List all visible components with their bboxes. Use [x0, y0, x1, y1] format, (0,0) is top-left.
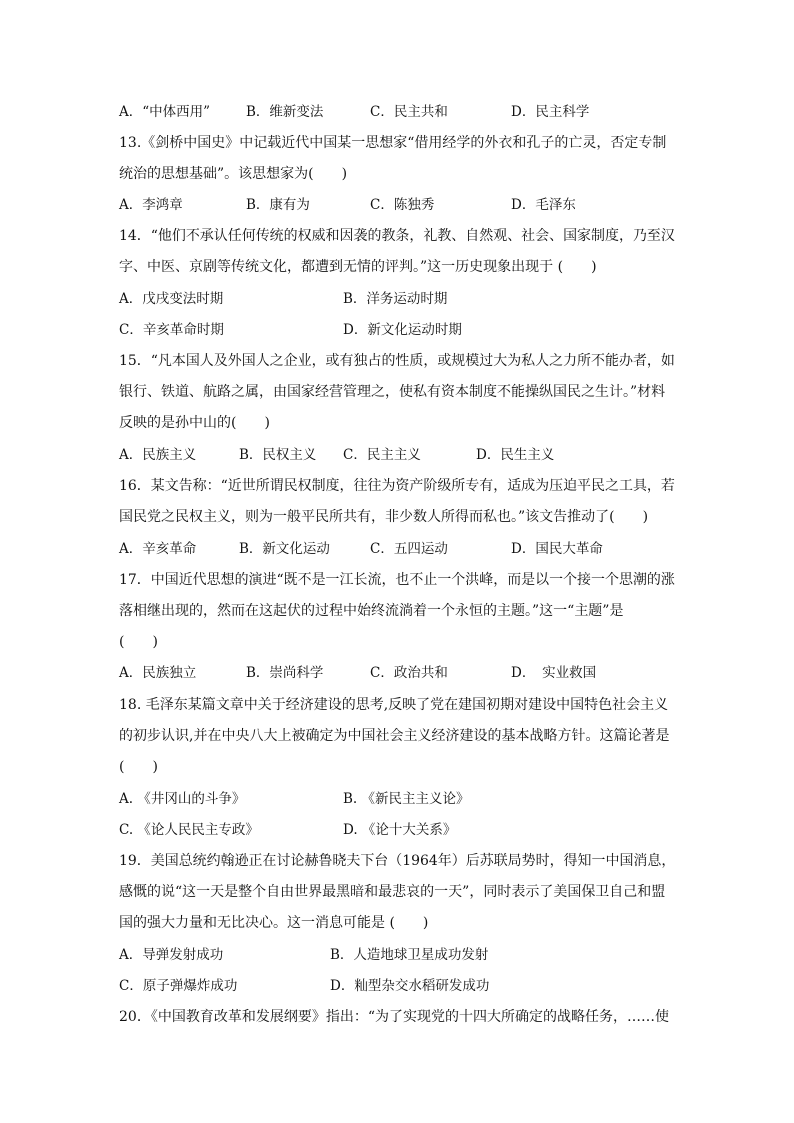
q14-option-d: D．新文化运动时期: [343, 322, 462, 338]
q16-option-b: B．新文化运动: [239, 541, 330, 557]
q18-stem-line-2: 的初步认识,并在中央八大上被确定为中国社会主义经济建设的基本战略方针。这篇论著是: [119, 728, 670, 744]
q17-option-d: D． 实业救国: [511, 665, 597, 681]
q15-stem-line-3: 反映的是孙中山的( ): [119, 415, 270, 431]
q17-option-a: A．民族独立: [119, 665, 197, 681]
q12-option-a: A．“中体西用”: [119, 104, 211, 120]
q19-option-c: C．原子弹爆炸成功: [119, 978, 238, 994]
q17-option-b: B．崇尚科学: [246, 665, 324, 681]
q18-stem-line-1: 18. 毛泽东某篇文章中关于经济建设的思考,反映了党在建国初期对建设中国特色社会主义: [119, 697, 669, 713]
q20-stem-line-1: 20．《中国教育改革和发展纲要》指出：“为了实现党的十四大所确定的战略任务，……使: [119, 1009, 669, 1025]
q18-option-d: D. 《论十大关系》: [343, 822, 457, 838]
q19-option-b: B．人造地球卫星成功发射: [330, 947, 489, 963]
q18-option-a: A. 《井冈山的斗争》: [119, 791, 246, 807]
q19-stem-line-3: 国的强大力量和无比决心。这一消息可能是 ( ): [119, 915, 429, 931]
q18-option-c: C. 《论人民民主专政》: [119, 822, 259, 838]
q13-option-b: B．康有为: [246, 197, 310, 213]
q14-stem-line-2: 字、中医、京剧等传统文化，都遭到无情的评判。”这一历史现象出现于 ( ): [119, 259, 597, 275]
q14-option-b: B．洋务运动时期: [343, 291, 448, 307]
q13-stem-line-1: 13.《剑桥中国史》中记载近代中国某一思想家“借用经学的外衣和孔子的亡灵，否定专制: [119, 135, 667, 151]
q14-option-a: A．戊戌变法时期: [119, 291, 224, 307]
q18-stem-line-3: ( ): [119, 759, 158, 775]
q15-option-a: A．民族主义: [119, 447, 197, 463]
q13-stem-line-2: 统治的思想基础”。该思想家为( ): [119, 166, 348, 182]
q14-stem-line-1: 14．“他们不承认任何传统的权威和因袭的教条，礼教、自然观、社会、国家制度，乃至汉: [119, 228, 675, 244]
q15-stem-line-2: 银行、铁道、航路之属，由国家经营管理之，使私有资本制度不能操纵国民之生计。”材料: [119, 384, 666, 400]
q16-stem-line-2: 国民党之民权主义，则为一般平民所共有，非少数人所得而私也。”该文告推动了( ): [119, 509, 649, 525]
q12-option-d: D．民主科学: [511, 104, 590, 120]
q15-stem-line-1: 15．“凡本国人及外国人之企业，或有独占的性质，或规模过大为私人之力所不能办者，如: [119, 353, 675, 369]
q13-option-d: D．毛泽东: [511, 197, 576, 213]
q14-option-c: C．辛亥革命时期: [119, 322, 224, 338]
q15-option-d: D．民生主义: [476, 447, 555, 463]
q16-stem-line-1: 16．某文告称：“近世所谓民权制度，往往为资产阶级所专有，适成为压迫平民之工具，若: [119, 478, 675, 494]
q17-option-c: C．政治共和: [370, 665, 448, 681]
q12-option-b: B．维新变法: [246, 104, 324, 120]
q19-stem-line-2: 感慨的说“这一天是整个自由世界最黑暗和最悲哀的一天”，同时表示了美国保卫自己和盟: [119, 884, 666, 900]
q16-option-d: D．国民大革命: [511, 541, 603, 557]
q15-option-c: C．民主主义: [343, 447, 421, 463]
q17-stem-line-2: 落相继出现的，然而在这起伏的过程中始终流淌着一个永恒的主题。”这一“主题”是: [119, 603, 624, 619]
q13-option-a: A．李鸿章: [119, 197, 183, 213]
q13-option-c: C．陈独秀: [370, 197, 435, 213]
q17-stem-line-1: 17．中国近代思想的演进“既不是一江长流，也不止一个洪峰，而是以一个接一个思潮的涨: [119, 572, 675, 588]
q19-option-a: A．导弹发射成功: [119, 947, 224, 963]
q17-stem-line-3: ( ): [119, 634, 158, 650]
q12-option-c: C．民主共和: [370, 104, 448, 120]
q19-option-d: D．籼型杂交水稻研发成功: [330, 978, 490, 994]
q19-stem-line-1: 19．美国总统约翰逊正在讨论赫鲁晓夫下台（1964年）后苏联局势时，得知一中国消息，: [119, 853, 676, 869]
q18-option-b: B. 《新民主主义论》: [343, 791, 470, 807]
q16-option-a: A．辛亥革命: [119, 541, 197, 557]
q16-option-c: C．五四运动: [370, 541, 448, 557]
q15-option-b: B．民权主义: [239, 447, 317, 463]
